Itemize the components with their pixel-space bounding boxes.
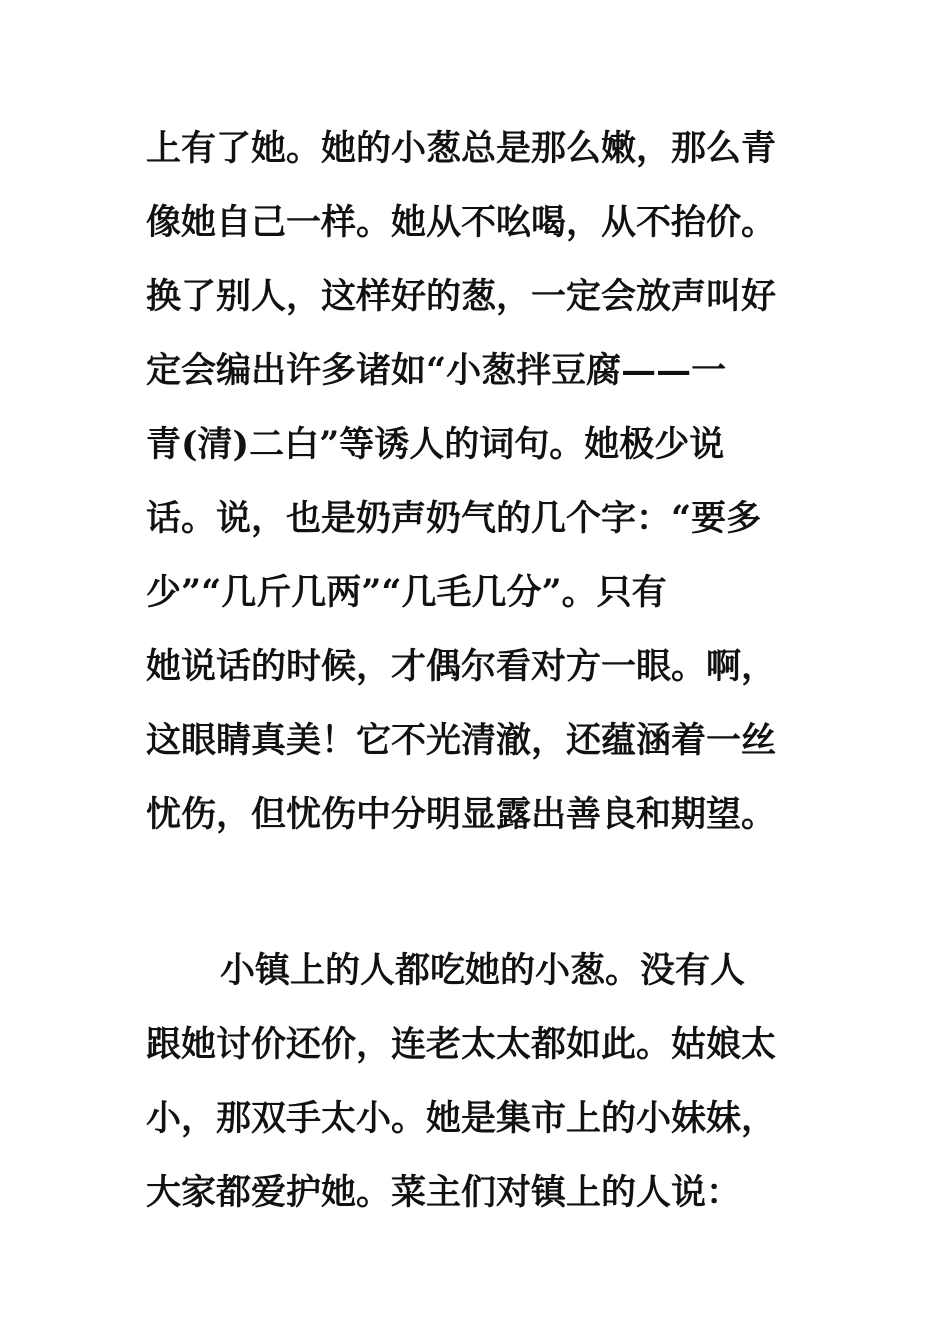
text-line: 她说话的时候，才偶尔看对方一眼。啊，: [146, 646, 777, 687]
text-line: 上有了她。她的小葱总是那么嫩，那么青: [146, 128, 777, 169]
text-line: 小，那双手太小。她是集市上的小妹妹，: [146, 1098, 777, 1139]
paragraph-2: [146, 934, 826, 1230]
text-line: 定会编出许多诸如“小葱拌豆腐——一: [146, 350, 727, 391]
text-line: 像她自己一样。她从不吆喝，从不抬价。: [146, 202, 777, 243]
text-line: 这眼睛真美！它不光清澈，还蕴涵着一丝: [146, 720, 777, 761]
text-line: 青(清)二白”等诱人的词句。她极少说: [146, 424, 725, 465]
text-line: 跟她讨价还价，连老太太都如此。姑娘太: [146, 1024, 777, 1065]
text-line: 少”“几斤几两”“几毛几分”。只有: [146, 572, 667, 613]
text-line: 话。说，也是奶声奶气的几个字：“要多: [146, 498, 762, 539]
text-line: 大家都爱护她。菜主们对镇上的人说：: [146, 1172, 742, 1213]
text-line: 换了别人，这样好的葱，一定会放声叫好: [146, 276, 777, 317]
text-line: 小镇上的人都吃她的小葱。没有人: [220, 950, 746, 991]
paragraph-1: [146, 112, 826, 852]
text-line: 忧伤，但忧伤中分明显露出善良和期望。: [146, 794, 777, 835]
